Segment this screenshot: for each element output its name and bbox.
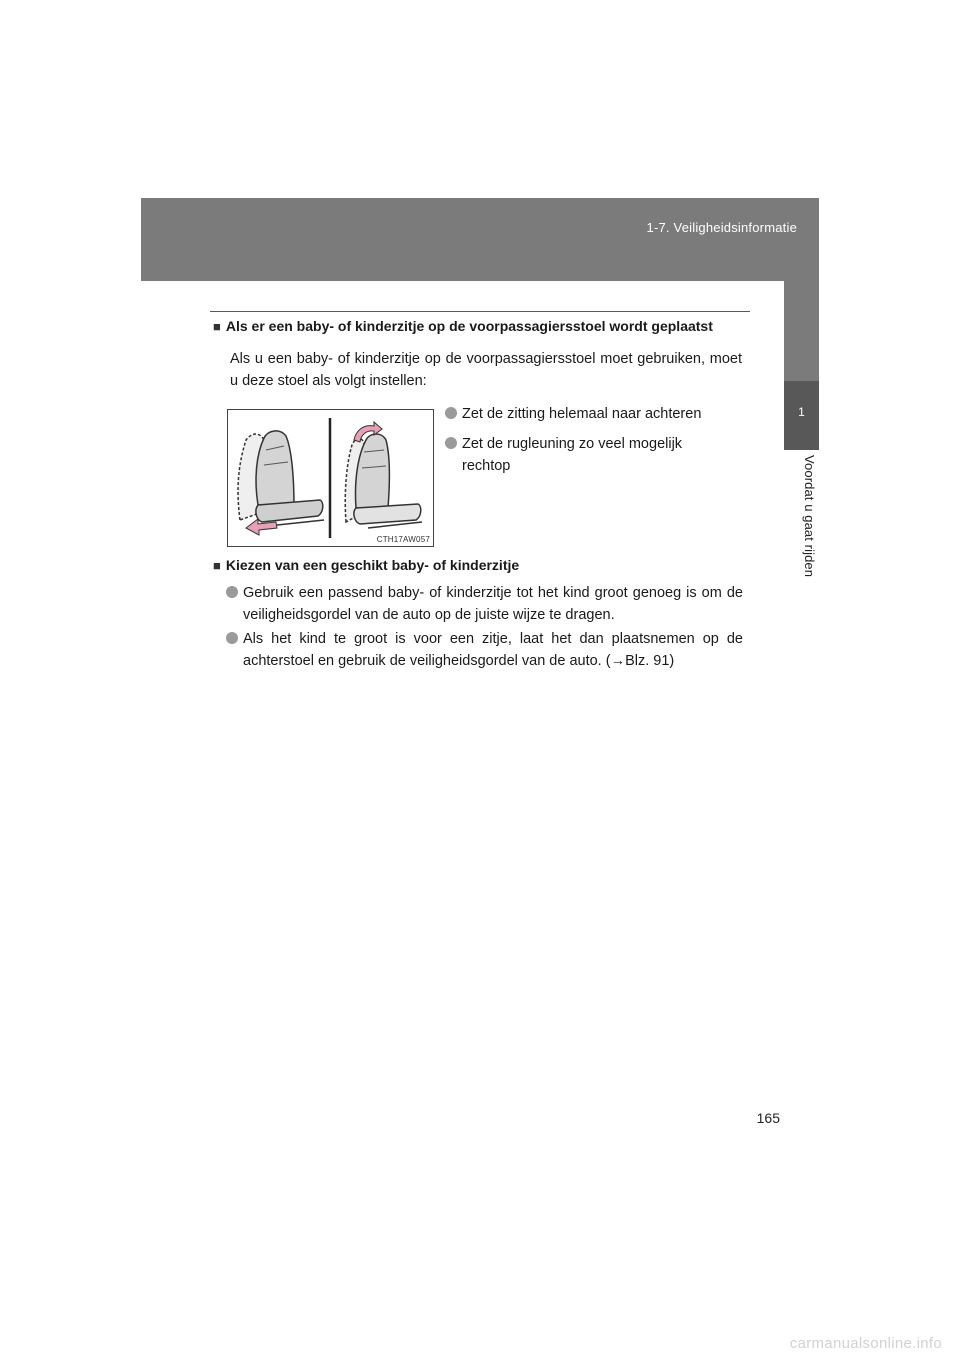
chapter-title: Voordat u gaat rijden xyxy=(802,455,817,578)
square-bullet-icon: ■ xyxy=(213,558,221,573)
bullet-text: Zet de zitting helemaal naar achteren xyxy=(462,406,702,422)
figure-code: CTH17AW057 xyxy=(376,535,430,544)
bullet-dot-icon xyxy=(226,632,238,644)
bullet-text: Als het kind te groot is voor een zitje, laat het dan plaatsnemen op de achterstoel en gebruik de veiligheidsgordel van de auto. (→Blz. 91) xyxy=(243,631,743,669)
divider-rule xyxy=(210,311,750,312)
instruction-paragraph: Als u een baby- of kinderzitje op de voorpassagiersstoel moet gebruiken, moet u deze stoel als volgt instellen: xyxy=(230,351,742,389)
header-band xyxy=(141,198,819,281)
chapter-tab xyxy=(784,381,819,450)
list-item xyxy=(462,433,732,477)
seat-diagram-icon xyxy=(228,410,433,546)
heading-text: Kiezen van een geschikt baby- of kinderzitje xyxy=(225,557,520,573)
bullet-text: Zet de rugleuning zo veel mogelijk rechtop xyxy=(462,436,683,474)
seat-adjust-illustration xyxy=(227,409,434,547)
bullet-text: Gebruik een passend baby- of kinderzitje tot het kind groot genoeg is om de veiligheidsgordel van de auto op de juiste wijze te dragen. xyxy=(243,585,743,623)
list-item xyxy=(243,582,743,626)
watermark: carmanualsonline.info xyxy=(789,1335,942,1352)
section-heading-choose-seat xyxy=(213,557,519,573)
bullet-dot-icon xyxy=(445,407,457,419)
section-heading-child-seat xyxy=(213,318,713,334)
side-gray-block xyxy=(784,281,819,381)
list-item xyxy=(243,628,743,672)
list-item xyxy=(462,403,762,425)
bullet-dot-icon xyxy=(226,586,238,598)
square-bullet-icon: ■ xyxy=(213,319,221,334)
heading-text: Als er een baby- of kinderzitje op de voorpassagiersstoel wordt geplaatst xyxy=(225,318,713,334)
chapter-number: 1 xyxy=(798,405,805,419)
bullet-dot-icon xyxy=(445,437,457,449)
page-number: 165 xyxy=(756,1110,780,1126)
section-title: 1-7. Veiligheidsinformatie xyxy=(646,220,797,235)
